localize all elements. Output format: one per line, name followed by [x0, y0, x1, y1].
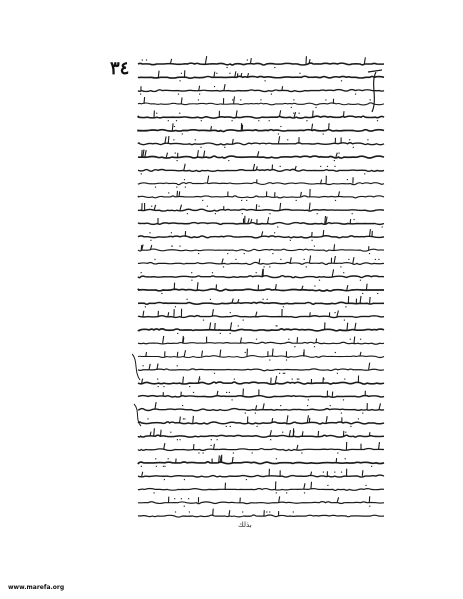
handwritten-line: [138, 515, 384, 517]
script-stroke: [184, 350, 185, 356]
script-stroke: [379, 403, 381, 409]
script-stroke: [172, 123, 173, 130]
script-stroke: [289, 430, 290, 436]
script-stroke: [163, 336, 164, 343]
handwritten-line: [138, 342, 384, 344]
handwritten-line: [138, 369, 384, 371]
handwritten-line: [138, 462, 384, 464]
script-stroke: [353, 257, 354, 263]
script-stroke: [224, 84, 225, 91]
script-stroke: [253, 164, 255, 171]
handwritten-line: [138, 183, 384, 185]
handwritten-line: [138, 449, 384, 451]
script-stroke: [213, 509, 214, 516]
script-stroke: [232, 457, 233, 463]
script-stroke: [144, 97, 145, 104]
script-stroke: [309, 203, 310, 211]
script-stroke: [364, 57, 365, 64]
handwritten-line: [138, 236, 384, 238]
script-stroke: [362, 470, 363, 476]
script-stroke: [278, 136, 279, 144]
script-stroke: [321, 180, 322, 184]
catchword: بذلك: [238, 521, 252, 529]
script-stroke: [369, 363, 370, 370]
script-stroke: [287, 415, 288, 423]
script-stroke: [193, 416, 194, 423]
script-stroke: [236, 110, 237, 117]
script-stroke: [337, 311, 339, 317]
script-stroke: [282, 86, 283, 90]
script-stroke: [334, 256, 335, 263]
script-stroke: [307, 415, 308, 423]
script-stroke: [326, 217, 327, 224]
script-stroke: [180, 417, 181, 423]
script-stroke: [146, 352, 147, 356]
handwritten-line: [138, 316, 384, 318]
script-stroke: [297, 445, 298, 450]
script-stroke: [302, 431, 303, 436]
script-stroke: [168, 136, 169, 144]
script-stroke: [347, 285, 348, 290]
script-stroke: [323, 230, 324, 237]
handwritten-line: [138, 63, 384, 65]
script-stroke: [355, 323, 356, 330]
handwritten-line: [138, 435, 384, 437]
script-stroke: [143, 150, 144, 158]
script-stroke: [347, 323, 348, 330]
script-stroke: [145, 150, 146, 157]
script-stroke: [214, 72, 215, 78]
source-watermark: www.marefa.org: [8, 584, 65, 591]
script-stroke: [220, 350, 221, 357]
script-stroke: [183, 336, 184, 343]
handwritten-line: [138, 302, 384, 304]
script-stroke: [280, 203, 281, 210]
script-stroke: [204, 151, 205, 158]
script-stroke: [311, 482, 312, 490]
script-stroke: [177, 191, 178, 197]
handwritten-line: [138, 196, 384, 198]
script-stroke: [154, 428, 155, 436]
script-stroke: [237, 73, 238, 77]
script-stroke: [210, 323, 211, 330]
handwritten-line: [138, 475, 384, 477]
script-stroke: [354, 337, 355, 344]
manuscript-text-block: [132, 54, 390, 524]
script-stroke: [329, 123, 330, 130]
script-stroke: [215, 323, 216, 330]
script-stroke: [166, 153, 167, 158]
handwritten-line: [138, 249, 384, 251]
marginal-annotation: [132, 354, 141, 426]
handwritten-line: [138, 502, 384, 504]
script-stroke: [256, 405, 257, 409]
handwritten-line: [138, 169, 384, 171]
script-stroke: [332, 269, 333, 276]
handwritten-line: [138, 209, 384, 211]
script-stroke: [164, 443, 165, 449]
script-stroke: [154, 205, 156, 210]
handwritten-line: [138, 276, 384, 278]
script-stroke: [325, 216, 326, 224]
script-stroke: [205, 56, 206, 64]
script-stroke: [161, 430, 162, 437]
script-stroke: [336, 153, 337, 157]
handwritten-lines: [138, 56, 384, 517]
script-stroke: [304, 483, 305, 489]
handwritten-line: [138, 116, 384, 118]
handwritten-line: [138, 90, 384, 92]
script-stroke: [256, 204, 257, 210]
script-stroke: [290, 257, 291, 263]
script-stroke: [326, 416, 327, 423]
script-stroke: [294, 112, 296, 117]
handwritten-line: [138, 382, 384, 384]
handwritten-line: [138, 262, 384, 264]
script-stroke: [180, 205, 182, 211]
handwritten-line: [138, 103, 384, 105]
script-stroke: [379, 442, 380, 449]
script-stroke: [263, 403, 264, 409]
script-stroke: [219, 455, 220, 462]
script-stroke: [199, 86, 200, 91]
script-stroke: [318, 431, 319, 436]
script-stroke: [179, 191, 180, 197]
script-stroke: [184, 164, 185, 171]
script-stroke: [142, 379, 143, 384]
script-stroke: [168, 312, 169, 316]
script-stroke: [233, 139, 234, 144]
script-stroke: [369, 432, 370, 436]
script-stroke: [183, 377, 184, 384]
script-stroke: [343, 111, 344, 117]
handwritten-line: [138, 489, 384, 491]
script-stroke: [230, 322, 231, 330]
script-stroke: [334, 244, 335, 250]
script-stroke: [323, 377, 324, 383]
script-stroke: [143, 311, 144, 317]
script-stroke: [275, 376, 276, 383]
handwritten-line: [138, 409, 384, 411]
script-stroke: [177, 352, 178, 357]
script-stroke: [267, 217, 268, 223]
script-stroke: [270, 430, 272, 436]
script-stroke: [214, 444, 215, 450]
script-stroke: [202, 351, 203, 357]
handwritten-line: [138, 223, 384, 225]
script-stroke: [197, 282, 198, 290]
script-stroke: [234, 96, 235, 104]
handwritten-line: [138, 76, 384, 78]
script-stroke: [248, 218, 249, 223]
handwritten-line: [138, 422, 384, 424]
script-stroke: [309, 256, 310, 264]
handwritten-line: [138, 156, 384, 158]
script-stroke: [222, 259, 223, 264]
script-stroke: [229, 510, 230, 516]
script-stroke: [181, 98, 182, 104]
script-stroke: [370, 297, 371, 303]
script-stroke: [142, 472, 143, 476]
script-stroke: [197, 150, 198, 157]
script-stroke: [207, 176, 208, 184]
script-stroke: [257, 151, 259, 157]
script-stroke: [235, 71, 236, 77]
script-stroke: [313, 111, 314, 118]
script-stroke: [149, 364, 150, 370]
handwritten-line: [138, 130, 384, 132]
script-stroke: [256, 312, 257, 317]
script-stroke: [337, 497, 339, 502]
script-stroke: [243, 389, 244, 397]
handwritten-line: [138, 143, 384, 145]
handwritten-line: [138, 356, 384, 358]
script-stroke: [301, 192, 302, 197]
script-stroke: [272, 349, 273, 357]
page-number: ٣٤: [110, 58, 130, 79]
script-stroke: [366, 284, 367, 290]
handwritten-line: [138, 396, 384, 398]
script-stroke: [360, 296, 361, 303]
script-stroke: [259, 259, 260, 264]
script-stroke: [158, 71, 159, 78]
